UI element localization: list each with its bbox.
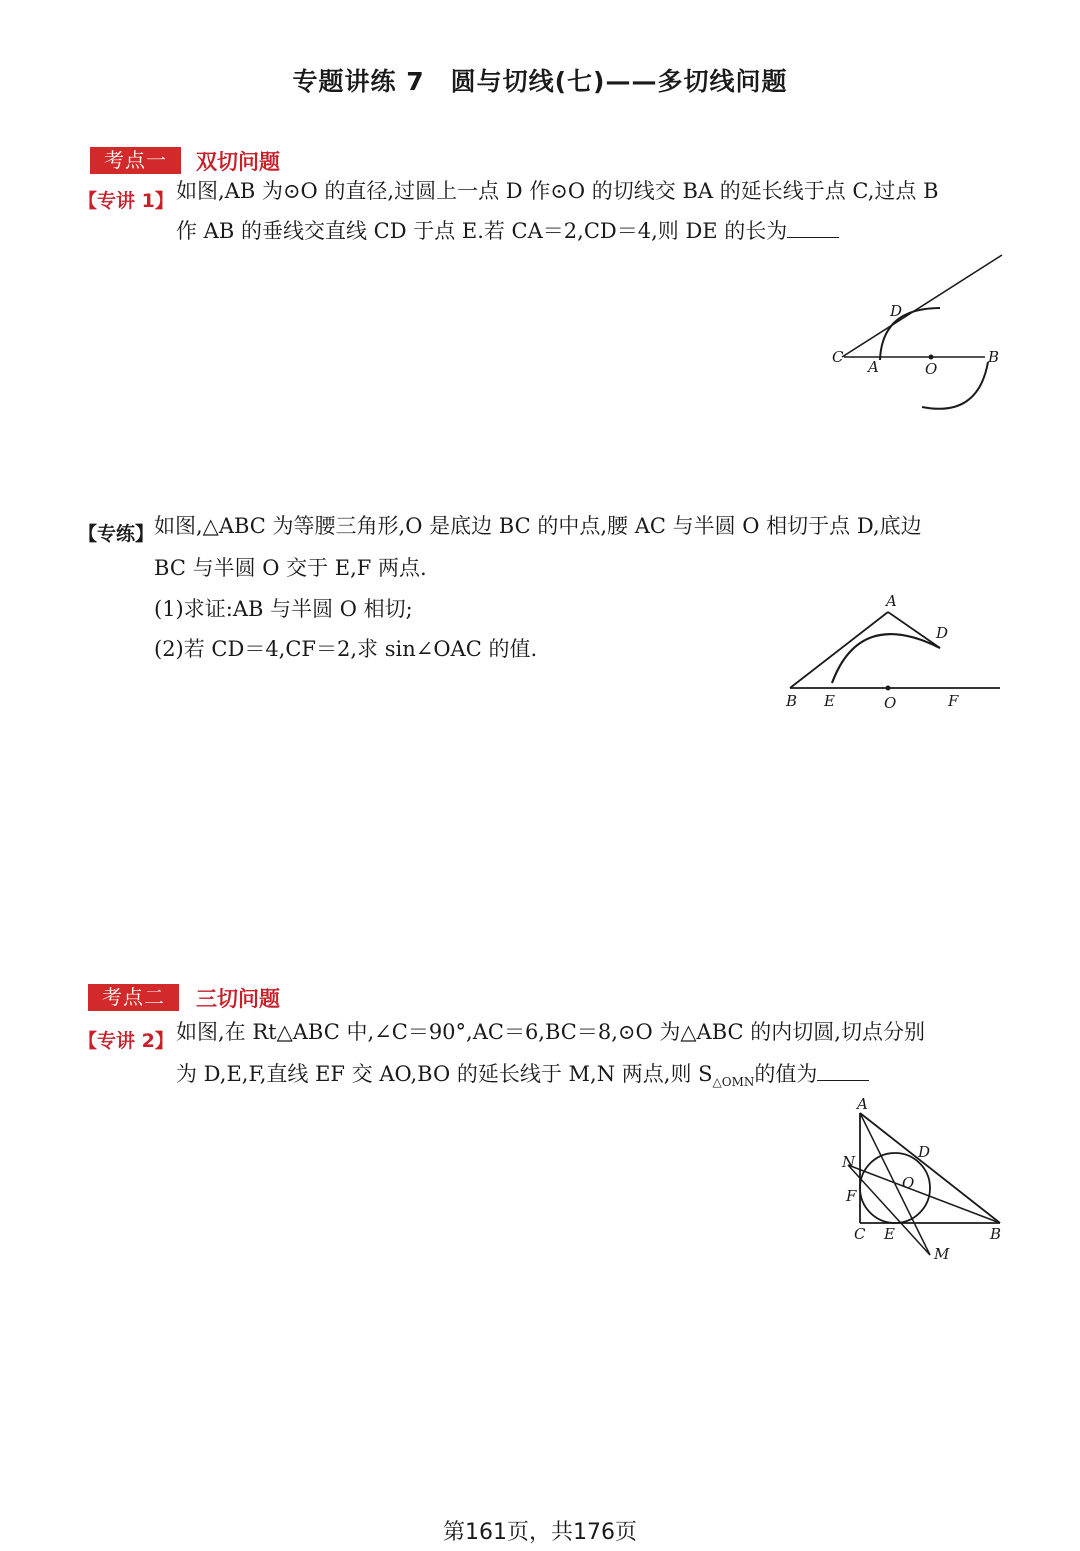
fig3-label-e: E [884, 1225, 895, 1243]
fig1-label-o: O [925, 360, 938, 378]
center-point-o [929, 355, 934, 360]
problem-label-3: 【专讲 2】 [78, 1030, 174, 1052]
fig2-label-d: D [936, 624, 949, 642]
problem3-line1: 如图,在 Rt△ABC 中,∠C＝90°,AC＝6,BC＝8,⊙O 为△ABC 的内切圆,切点分别 [176, 1020, 925, 1044]
fig1-label-a: A [868, 358, 879, 376]
side-ab [790, 612, 888, 688]
fig3-label-o: O [902, 1174, 915, 1192]
tangent-line-cd [842, 255, 1002, 357]
fig1-label-d: D [890, 302, 903, 320]
section-tag-2: 考点二 [88, 984, 179, 1011]
line-am [860, 1113, 930, 1255]
fig2-label-e: E [824, 692, 835, 710]
fig3-label-m: M [934, 1245, 950, 1263]
incircle-o [860, 1153, 930, 1223]
fig3-label-f: F [846, 1187, 857, 1205]
problem3-line2-pre: 为 D,E,F,直线 EF 交 AO,BO 的延长线于 M,N 两点,则 S [176, 1062, 713, 1086]
fig3-label-a: A [857, 1095, 868, 1113]
center-point-o [886, 686, 891, 691]
problem1-line2-wrap [176, 216, 839, 246]
fig3-label-c: C [854, 1225, 866, 1243]
section-title-1: 双切问题 [196, 150, 280, 174]
problem2-q1: (1)求证:AB 与半圆 O 相切; [154, 597, 413, 621]
side-ac [888, 612, 940, 648]
figure-1 [820, 250, 1020, 420]
fig1-label-c: C [832, 348, 844, 366]
problem1-line2: 作 AB 的垂线交直线 CD 于点 E.若 CA＝2,CD＝4,则 DE 的长为 [176, 219, 788, 243]
fig3-label-b: B [990, 1225, 1002, 1243]
fig1-label-b: B [988, 348, 1000, 366]
fig3-label-d: D [918, 1143, 931, 1161]
area-subscript: △OMN [712, 1075, 755, 1090]
fig3-label-n: N [842, 1153, 856, 1171]
fig2-label-f: F [948, 692, 959, 710]
figure-3 [830, 1095, 1010, 1270]
problem1-line1: 如图,AB 为⊙O 的直径,过圆上一点 D 作⊙O 的切线交 BA 的延长线于点 C,过点 B [176, 179, 939, 203]
fig2-label-a: A [886, 592, 897, 610]
problem2-q2: (2)若 CD＝4,CF＝2,求 sin∠OAC 的值. [154, 637, 538, 661]
section-tag-1: 考点一 [90, 147, 181, 174]
figure-2 [780, 588, 1005, 718]
problem2-line2: BC 与半圆 O 交于 E,F 两点. [154, 556, 427, 580]
fig2-label-b: B [786, 692, 798, 710]
arc-upper [880, 308, 940, 360]
problem-label-1: 【专讲 1】 [78, 190, 174, 212]
answer-blank [787, 217, 839, 238]
semicircle-arc [832, 634, 940, 683]
problem3-line2-wrap [176, 1059, 869, 1097]
problem-label-2: 【专练】 [78, 523, 155, 545]
page-footer: 第161页，共176页 [443, 1520, 637, 1545]
fig2-label-o: O [884, 694, 897, 712]
section-title-2: 三切问题 [196, 987, 280, 1011]
problem2-line1: 如图,△ABC 为等腰三角形,O 是底边 BC 的中点,腰 AC 与半圆 O 相切于点 D,底边 [154, 514, 922, 538]
problem3-line2-post: 的值为 [754, 1062, 818, 1086]
page-title: 专题讲练 7 圆与切线(七)——多切线问题 [292, 67, 788, 96]
hypotenuse-ab [860, 1113, 1000, 1223]
answer-blank [817, 1060, 869, 1081]
